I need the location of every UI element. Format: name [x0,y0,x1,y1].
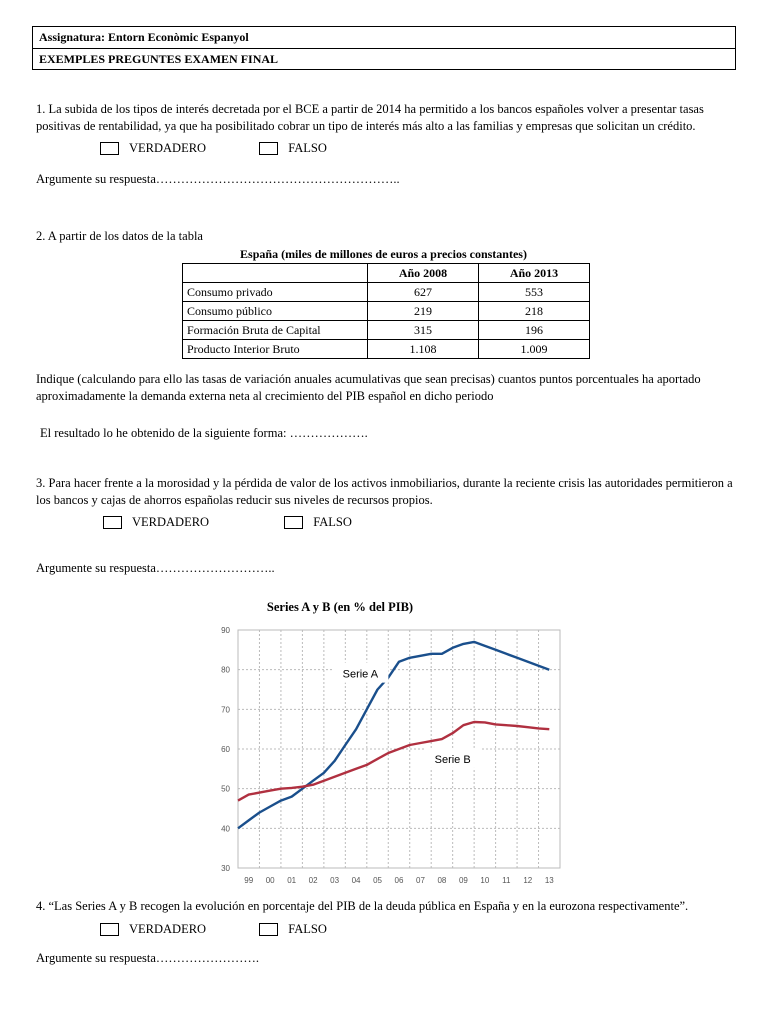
x-tick-label: 07 [416,876,425,885]
x-tick-label: 11 [502,876,511,885]
x-tick-label: 04 [351,876,361,885]
data-table [182,263,590,359]
x-tick-label: 09 [458,876,468,885]
question-1-options [100,141,327,159]
q1-true-option[interactable] [100,141,206,156]
q3-false-label: FALSO [313,515,352,529]
q4-argue-line: Argumente su respuesta……………………. [36,951,260,965]
annotation-label: Serie A [342,668,379,681]
table-cell: Consumo privado [183,283,368,302]
q4-true-checkbox[interactable] [100,923,119,936]
question-4-text: 4. “Las Series A y B recogen la evolución en porcentaje del PIB de la deuda pública en España y en la eurozona respectivamente”. [36,899,689,913]
subject-line: Assignatura: Entorn Econòmic Espanyol [39,30,249,44]
x-tick-label: 13 [544,876,554,885]
question-3-options [103,515,352,533]
q1-false-option[interactable] [259,141,327,156]
y-tick-label: 30 [221,864,230,873]
q1-true-checkbox[interactable] [100,142,119,155]
table-row [183,321,590,340]
x-tick-label: 03 [330,876,340,885]
question-4-options [100,922,327,940]
q3-false-option[interactable] [284,515,352,530]
q3-true-label: VERDADERO [132,515,210,529]
y-tick-label: 60 [221,745,230,754]
table-cell: 1.009 [479,340,590,359]
table-cell: 1.108 [368,340,479,359]
table-header-cell: Año 2008 [368,264,479,283]
x-tick-label: 00 [265,876,275,885]
annotation-label: Serie B [434,753,471,766]
q1-false-label: FALSO [288,141,327,155]
question-3-text: 3. Para hacer frente a la morosidad y la pérdida de valor de los activos inmobiliarios, durante la reciente crisis las autoridades permitieron a los bancos y cajas de ahorros españolas reducir sus niveles de recursos propios. [36,476,733,507]
q3-true-checkbox[interactable] [103,516,122,529]
table-row [183,302,590,321]
y-tick-label: 50 [221,784,230,794]
q4-true-option[interactable] [100,922,206,937]
q1-argue-line: Argumente su respuesta………………………………………………….. [36,172,400,186]
x-tick-label: 02 [308,876,318,885]
header-box [32,26,736,70]
line-chart [205,618,575,890]
table-header-cell [183,264,368,283]
x-tick-label: 12 [523,876,533,885]
q4-false-checkbox[interactable] [259,923,278,936]
table-cell: 219 [368,302,479,321]
y-tick-label: 80 [221,665,230,675]
table-header-cell: Año 2013 [479,264,590,283]
exam-title: EXEMPLES PREGUNTES EXAMEN FINAL [33,48,735,70]
q3-argue-line: Argumente su respuesta……………………….. [36,561,275,575]
x-tick-label: 08 [437,876,447,885]
question-2-text: Indique (calculando para ello las tasas de variación anuales acumulativas que sean precisas) cuantos puntos porcentuales ha aportado aproximadamente la demanda externa neta al crecimiento del PIB español en dicho periodo [36,372,701,403]
question-2-intro: 2. A partir de los datos de la tabla [36,229,203,243]
table-cell: 196 [479,321,590,340]
x-tick-label: 99 [244,876,254,885]
x-tick-label: 10 [480,876,490,885]
table-row [183,340,590,359]
x-tick-label: 01 [287,876,297,885]
q3-false-checkbox[interactable] [284,516,303,529]
q4-true-label: VERDADERO [129,922,207,936]
table-title: España (miles de millones de euros a precios constantes) [240,247,527,261]
table-row [183,283,590,302]
y-tick-label: 40 [221,824,230,834]
q4-false-label: FALSO [288,922,327,936]
y-tick-label: 70 [221,705,230,715]
x-tick-label: 05 [373,876,382,885]
chart-title: Series A y B (en % del PIB) [266,600,414,614]
table-cell: 315 [368,321,479,340]
q2-answer-line: El resultado lo he obtenido de la siguiente forma: ………………. [40,426,368,440]
table-cell: Consumo público [183,302,368,321]
q4-false-option[interactable] [259,922,327,937]
x-tick-label: 06 [394,876,404,885]
table-cell: 553 [479,283,590,302]
q1-true-label: VERDADERO [129,141,207,155]
table-cell: Producto Interior Bruto [183,340,368,359]
table-cell: 627 [368,283,479,302]
question-1-text: 1. La subida de los tipos de interés decretada por el BCE a partir de 2014 ha permitido a los bancos españoles volver a presentar tasas positivas de rentabilidad, ya que ha posibilitado cobrar un tipo de interés más alto a las familias y empresas que solicitan un crédito. [36,102,704,133]
y-tick-label: 90 [221,626,230,635]
table-cell: Formación Bruta de Capital [183,321,368,340]
q1-false-checkbox[interactable] [259,142,278,155]
table-header-row [183,264,590,283]
table-cell: 218 [479,302,590,321]
q3-true-option[interactable] [103,515,209,530]
